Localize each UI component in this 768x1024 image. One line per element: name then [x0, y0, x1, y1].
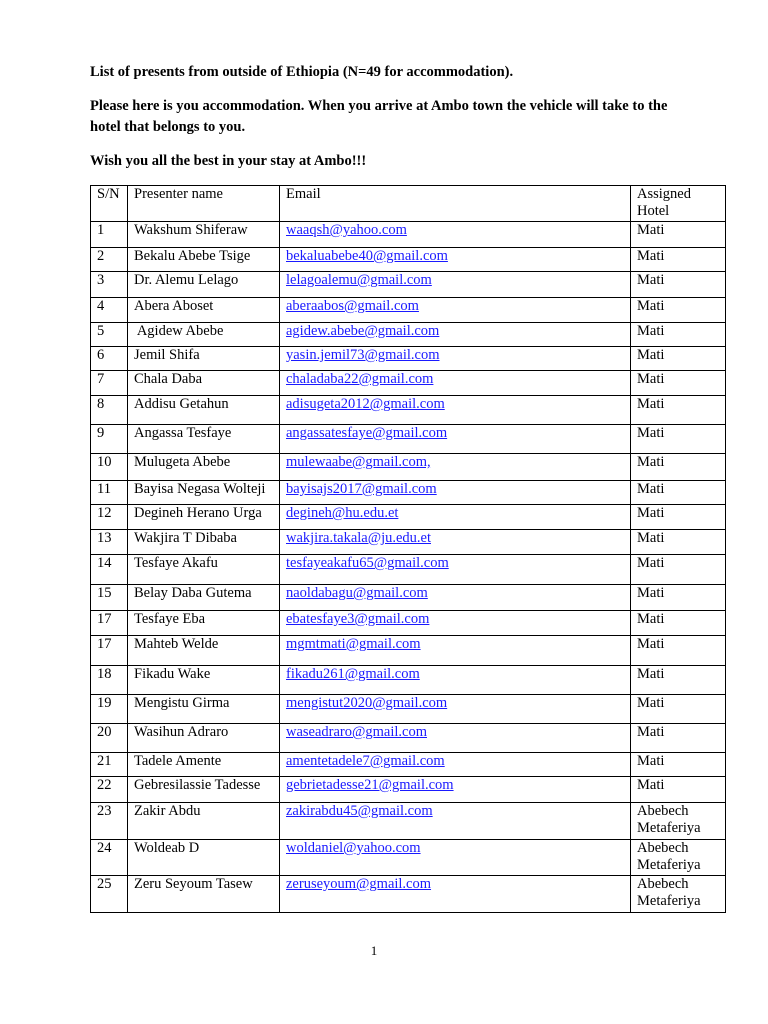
table-row	[91, 272, 726, 298]
presenter-name-cell: Agidew Abebe	[128, 323, 280, 347]
email-link[interactable]: agidew.abebe@gmail.com	[286, 323, 440, 339]
sn-cell: 5	[91, 323, 128, 347]
table-row	[91, 425, 726, 454]
table-row	[91, 636, 726, 666]
table-row	[91, 371, 726, 396]
email-cell	[280, 777, 631, 803]
header-presenter-name: Presenter name	[128, 186, 280, 222]
assigned-hotel-cell: Mati	[631, 695, 726, 724]
email-cell	[280, 222, 631, 248]
presenter-name-cell: Zakir Abdu	[128, 803, 280, 840]
table-row	[91, 876, 726, 913]
table-header-row	[91, 186, 726, 222]
email-link[interactable]: zeruseyoum@gmail.com	[286, 876, 432, 892]
sn-cell: 6	[91, 347, 128, 371]
assigned-hotel-cell: Mati	[631, 724, 726, 753]
table-row	[91, 454, 726, 481]
email-cell	[280, 425, 631, 454]
presenter-name-cell: Bayisa Negasa Wolteji	[128, 481, 280, 505]
email-cell	[280, 636, 631, 666]
email-link[interactable]: zakirabdu45@gmail.com	[286, 803, 433, 819]
header-email: Email	[280, 186, 631, 222]
email-cell	[280, 695, 631, 724]
table-row	[91, 530, 726, 555]
presenter-name-cell: Wakshum Shiferaw	[128, 222, 280, 248]
assigned-hotel-cell: Mati	[631, 555, 726, 585]
presenter-name-cell: Abera Aboset	[128, 298, 280, 323]
presenter-name-cell: Gebresilassie Tadesse	[128, 777, 280, 803]
email-link[interactable]: mengistut2020@gmail.com	[286, 695, 448, 711]
email-cell	[280, 585, 631, 611]
presenter-name-cell: Mulugeta Abebe	[128, 454, 280, 481]
email-cell	[280, 481, 631, 505]
email-cell	[280, 555, 631, 585]
presenter-name-cell: Angassa Tesfaye	[128, 425, 280, 454]
email-cell	[280, 347, 631, 371]
presenter-name-cell: Mengistu Girma	[128, 695, 280, 724]
email-link[interactable]: degineh@hu.edu.et	[286, 505, 399, 521]
sn-cell: 1	[91, 222, 128, 248]
email-link[interactable]: angassatesfaye@gmail.com	[286, 425, 448, 441]
presenter-name-cell: Chala Daba	[128, 371, 280, 396]
table-row	[91, 666, 726, 695]
sn-cell: 12	[91, 505, 128, 530]
sn-cell: 15	[91, 585, 128, 611]
email-link[interactable]: gebrietadesse21@gmail.com	[286, 777, 454, 793]
assigned-hotel-cell: Mati	[631, 248, 726, 272]
email-cell	[280, 298, 631, 323]
assigned-hotel-cell: Abebech Metaferiya	[631, 803, 726, 840]
email-cell	[280, 611, 631, 636]
page-number: 1	[370, 943, 378, 958]
sn-cell: 10	[91, 454, 128, 481]
table-row	[91, 347, 726, 371]
sn-cell: 9	[91, 425, 128, 454]
email-cell	[280, 530, 631, 555]
sn-cell: 25	[91, 876, 128, 913]
email-link[interactable]: fikadu261@gmail.com	[286, 666, 420, 682]
sn-cell: 23	[91, 803, 128, 840]
email-cell	[280, 323, 631, 347]
presenter-name-cell: Mahteb Welde	[128, 636, 280, 666]
email-cell	[280, 724, 631, 753]
assigned-hotel-cell: Mati	[631, 777, 726, 803]
document-title: List of presents from outside of Ethiopia (N=49 for accommodation).	[90, 64, 514, 80]
assigned-hotel-cell: Mati	[631, 425, 726, 454]
sn-cell: 17	[91, 636, 128, 666]
presenter-name-cell: Addisu Getahun	[128, 396, 280, 425]
email-cell	[280, 505, 631, 530]
sn-cell: 4	[91, 298, 128, 323]
assigned-hotel-cell: Mati	[631, 396, 726, 425]
sn-cell: 19	[91, 695, 128, 724]
assigned-hotel-cell: Mati	[631, 481, 726, 505]
assigned-hotel-cell: Mati	[631, 530, 726, 555]
presenter-name-cell: Woldeab D	[128, 840, 280, 876]
sn-cell: 20	[91, 724, 128, 753]
assigned-hotel-cell: Mati	[631, 323, 726, 347]
presenter-name-cell: Tadele Amente	[128, 753, 280, 777]
email-cell	[280, 666, 631, 695]
email-link[interactable]: waseadraro@gmail.com	[286, 724, 427, 740]
assigned-hotel-cell: Mati	[631, 371, 726, 396]
table-row	[91, 323, 726, 347]
email-cell	[280, 248, 631, 272]
presenter-name-cell: Degineh Herano Urga	[128, 505, 280, 530]
header-assigned-hotel: Assigned Hotel	[631, 186, 726, 222]
email-link[interactable]: yasin.jemil73@gmail.com	[286, 347, 440, 363]
email-link[interactable]: ebatesfaye3@gmail.com	[286, 611, 430, 627]
email-link[interactable]: amentetadele7@gmail.com	[286, 753, 445, 769]
header-sn: S/N	[91, 186, 128, 222]
email-link[interactable]: tesfayeakafu65@gmail.com	[286, 555, 449, 571]
table-row	[91, 396, 726, 425]
assigned-hotel-cell: Mati	[631, 454, 726, 481]
email-link[interactable]: bekaluabebe40@gmail.com	[286, 248, 448, 264]
email-link[interactable]: naoldabagu@gmail.com	[286, 585, 428, 601]
assigned-hotel-cell: Mati	[631, 753, 726, 777]
table-row	[91, 222, 726, 248]
assigned-hotel-cell: Mati	[631, 298, 726, 323]
email-link[interactable]: woldaniel@yahoo.com	[286, 840, 421, 856]
sn-cell: 8	[91, 396, 128, 425]
presenter-name-cell: Tesfaye Eba	[128, 611, 280, 636]
sn-cell: 18	[91, 666, 128, 695]
presenter-name-cell: Fikadu Wake	[128, 666, 280, 695]
assigned-hotel-cell: Mati	[631, 666, 726, 695]
sn-cell: 14	[91, 555, 128, 585]
table-row	[91, 481, 726, 505]
presenter-name-cell: Wakjira T Dibaba	[128, 530, 280, 555]
table-row	[91, 585, 726, 611]
table-row	[91, 724, 726, 753]
sn-cell: 17	[91, 611, 128, 636]
table-row	[91, 611, 726, 636]
presenter-name-cell: Bekalu Abebe Tsige	[128, 248, 280, 272]
accommodation-instructions: Please here is you accommodation. When you arrive at Ambo town the vehicle will take to the hotel that belongs to you.	[90, 98, 668, 135]
sn-cell: 21	[91, 753, 128, 777]
sn-cell: 11	[91, 481, 128, 505]
email-link[interactable]: mgmtmati@gmail.com	[286, 636, 421, 652]
assigned-hotel-cell: Mati	[631, 636, 726, 666]
assigned-hotel-cell: Abebech Metaferiya	[631, 840, 726, 876]
table-row	[91, 695, 726, 724]
table-row	[91, 505, 726, 530]
presenter-name-cell: Belay Daba Gutema	[128, 585, 280, 611]
table-row	[91, 840, 726, 876]
email-link[interactable]: lelagoalemu@gmail.com	[286, 272, 432, 288]
email-cell	[280, 371, 631, 396]
table-row	[91, 555, 726, 585]
sn-cell: 22	[91, 777, 128, 803]
table-body	[91, 222, 726, 913]
email-cell	[280, 840, 631, 876]
welcome-message: Wish you all the best in your stay at Ambo!!!	[90, 153, 367, 169]
table-row	[91, 298, 726, 323]
presenter-name-cell: Jemil Shifa	[128, 347, 280, 371]
table-row	[91, 248, 726, 272]
presenter-table	[90, 185, 726, 913]
presenter-name-cell: Zeru Seyoum Tasew	[128, 876, 280, 913]
email-link[interactable]: bayisajs2017@gmail.com	[286, 481, 437, 497]
sn-cell: 13	[91, 530, 128, 555]
table-row	[91, 777, 726, 803]
presenter-name-cell: Wasihun Adraro	[128, 724, 280, 753]
sn-cell: 7	[91, 371, 128, 396]
presenter-name-cell: Tesfaye Akafu	[128, 555, 280, 585]
email-link[interactable]: waaqsh@yahoo.com	[286, 222, 407, 238]
sn-cell: 2	[91, 248, 128, 272]
table-row	[91, 753, 726, 777]
sn-cell: 3	[91, 272, 128, 298]
assigned-hotel-cell: Mati	[631, 272, 726, 298]
presenter-name-cell: Dr. Alemu Lelago	[128, 272, 280, 298]
email-cell	[280, 876, 631, 913]
table-row	[91, 803, 726, 840]
assigned-hotel-cell: Mati	[631, 505, 726, 530]
email-cell	[280, 396, 631, 425]
assigned-hotel-cell: Mati	[631, 611, 726, 636]
email-link[interactable]: mulewaabe@gmail.com,	[286, 454, 431, 470]
email-cell	[280, 803, 631, 840]
email-link[interactable]: chaladaba22@gmail.com	[286, 371, 434, 387]
email-link[interactable]: aberaabos@gmail.com	[286, 298, 419, 314]
assigned-hotel-cell: Abebech Metaferiya	[631, 876, 726, 913]
assigned-hotel-cell: Mati	[631, 347, 726, 371]
email-cell	[280, 454, 631, 481]
email-link[interactable]: adisugeta2012@gmail.com	[286, 396, 445, 412]
email-cell	[280, 272, 631, 298]
assigned-hotel-cell: Mati	[631, 222, 726, 248]
email-link[interactable]: wakjira.takala@ju.edu.et	[286, 530, 431, 546]
sn-cell: 24	[91, 840, 128, 876]
assigned-hotel-cell: Mati	[631, 585, 726, 611]
email-cell	[280, 753, 631, 777]
